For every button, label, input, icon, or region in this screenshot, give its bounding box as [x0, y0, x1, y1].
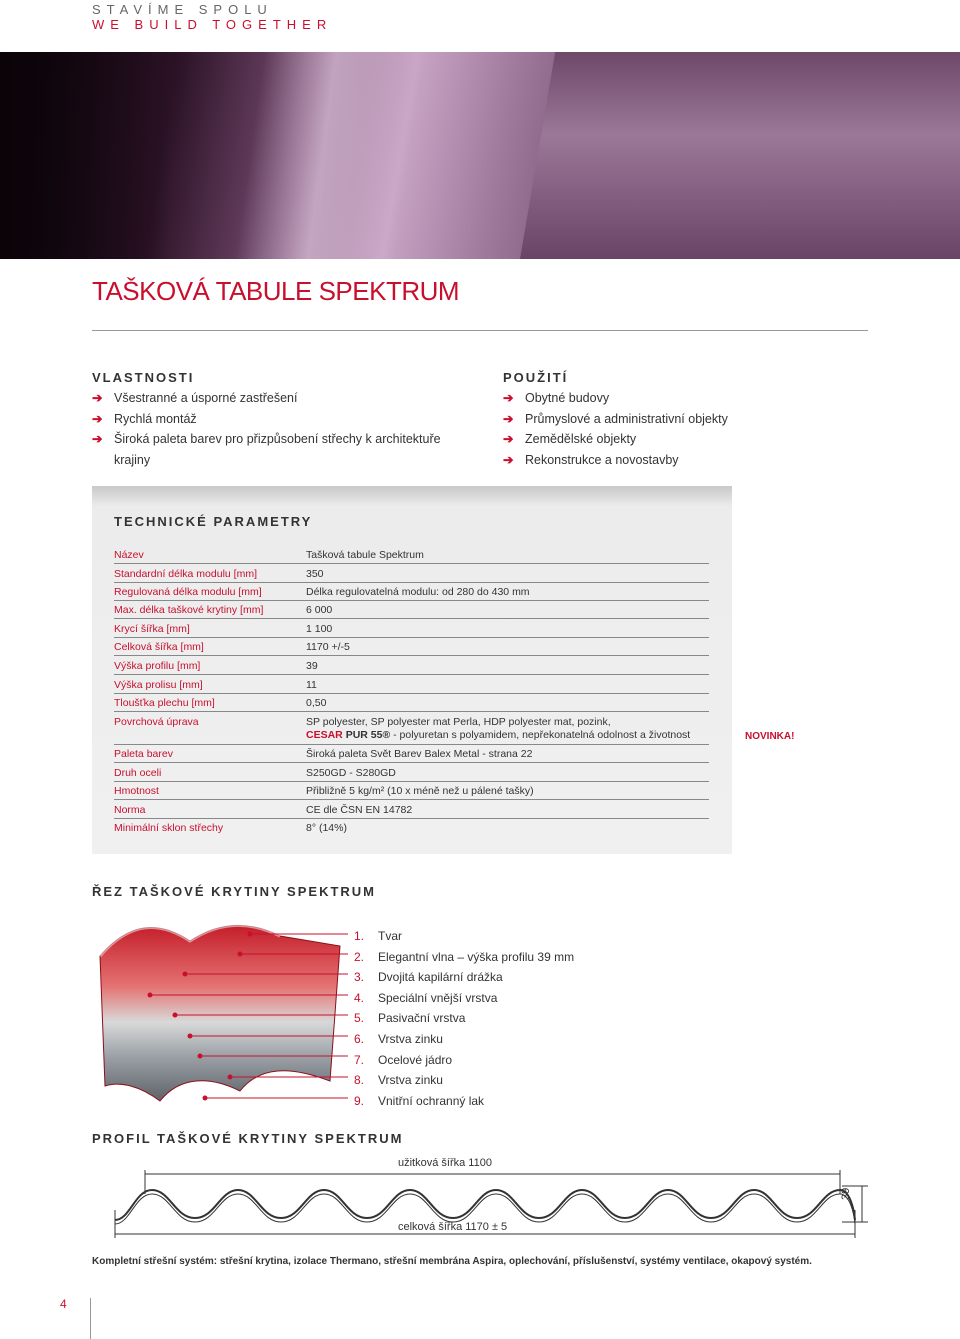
technical-parameters-heading: TECHNICKÉ PARAMETRY: [114, 514, 313, 529]
pouziti-list: [503, 388, 823, 470]
arrow-icon: ➔: [503, 432, 514, 446]
hero-photo: [0, 52, 960, 259]
list-item: ➔ Rekonstrukce a novostavby: [503, 450, 823, 471]
arrow-icon: ➔: [92, 391, 103, 405]
list-item: 6. Vrstva zinku: [354, 1031, 443, 1046]
total-width-label: celková šířka 1170 ± 5: [398, 1221, 508, 1233]
cesar-logo: CESAR: [306, 729, 343, 741]
profile-height-label: 39: [840, 1187, 852, 1200]
vlastnosti-list: [92, 388, 462, 470]
tile-cross-section-illustration: [90, 916, 350, 1106]
list-item: ➔ Obytné budovy: [503, 388, 823, 409]
list-item: 7. Ocelové jádro: [354, 1052, 453, 1067]
arrow-icon: ➔: [92, 411, 103, 426]
page-number-divider: [90, 1298, 91, 1339]
list-item: ➔ Zemědělské objekty: [503, 429, 823, 450]
brand-tagline: [92, 2, 332, 32]
footer-note: Kompletní střešní systém: střešní krytina, izolace Thermano, střešní membrána Aspira, oplechování, příslušenství, systémy ventilace, okapový systém.: [92, 1256, 812, 1267]
useful-width-label: užitková šířka 1100: [398, 1157, 492, 1169]
page-number: 4: [60, 1297, 67, 1311]
brand-line-cz: STAVÍME SPOLU: [92, 2, 273, 17]
list-item: 8. Vrstva zinku: [354, 1073, 443, 1088]
list-item: 4. Speciální vnější vrstva: [354, 990, 498, 1005]
list-item: ➔ Široká paleta barev pro přizpůsobení střechy k architektuře krajiny: [92, 429, 462, 470]
arrow-icon: ➔: [92, 432, 103, 446]
arrow-icon: ➔: [503, 391, 514, 405]
cut-heading: ŘEZ TAŠKOVÉ KRYTINY SPEKTRUM: [92, 884, 377, 899]
new-badge: NOVINKA!: [745, 731, 795, 742]
page-title: TAŠKOVÁ TABULE SPEKTRUM: [92, 276, 460, 306]
arrow-icon: ➔: [503, 452, 514, 467]
list-item: ➔ Průmyslové a administrativní objekty: [503, 409, 823, 430]
list-item: 1. Tvar: [354, 929, 402, 943]
cut-layers-list: [354, 926, 574, 1111]
list-item: 3. Dvojitá kapilární drážka: [354, 970, 503, 985]
profile-heading: PROFIL TAŠKOVÉ KRYTINY SPEKTRUM: [92, 1131, 404, 1146]
list-item: 5. Pasivační vrstva: [354, 1011, 466, 1026]
list-item: ➔ Rychlá montáž: [92, 409, 462, 430]
title-divider: [92, 330, 868, 331]
pouziti-heading: POUŽITÍ: [503, 370, 569, 385]
brand-line-en: WE BUILD TOGETHER: [92, 17, 333, 32]
vlastnosti-heading: VLASTNOSTI: [92, 370, 195, 385]
list-item: 9. Vnitřní ochranný lak: [354, 1093, 485, 1108]
list-item: 2. Elegantní vlna – výška profilu 39 mm: [354, 949, 575, 964]
arrow-icon: ➔: [503, 411, 514, 426]
list-item: ➔ Všestranné a úsporné zastřešení: [92, 388, 462, 409]
